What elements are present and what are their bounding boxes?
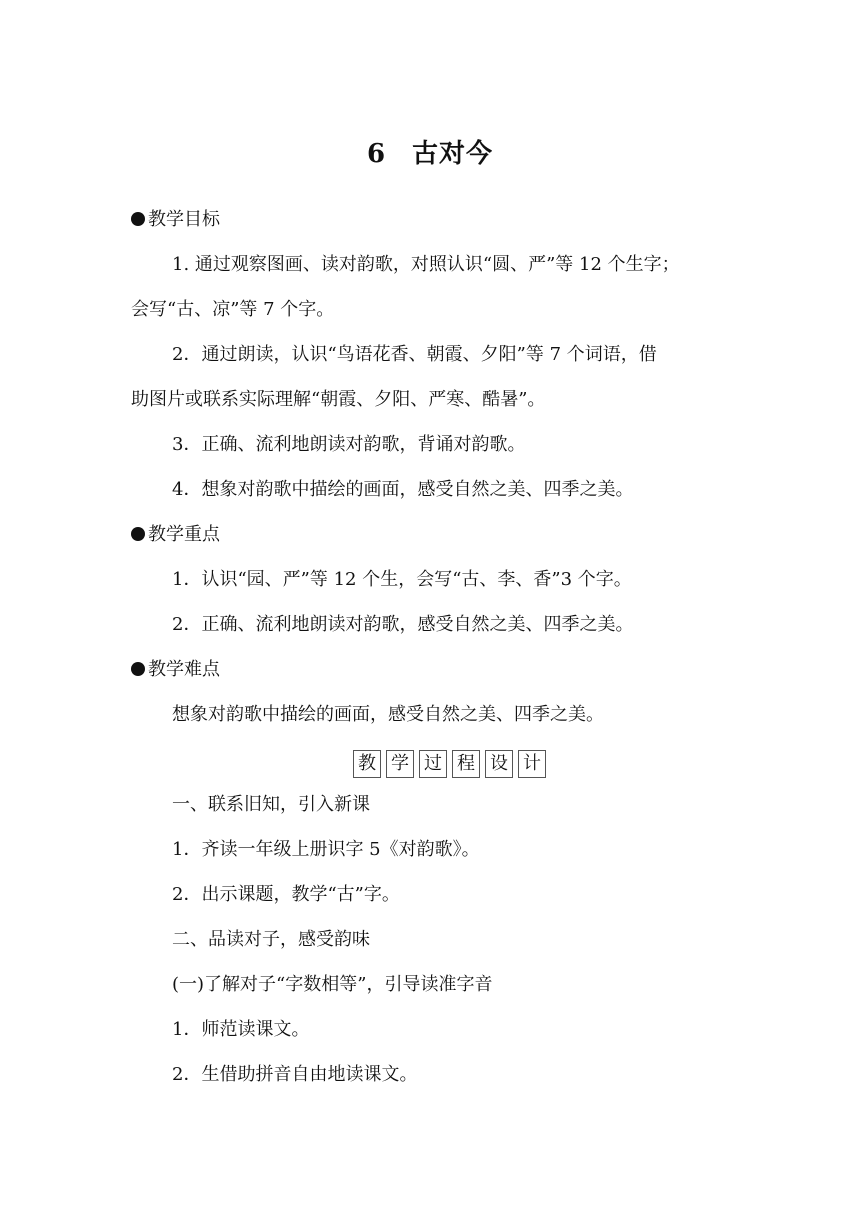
process-design-banner bbox=[353, 750, 551, 780]
paragraph-line: 2．正确、流利地朗读对韵歌，感受自然之美、四季之美。 bbox=[172, 614, 634, 635]
bullet-icon bbox=[131, 527, 145, 541]
banner-char: 程 bbox=[452, 750, 480, 778]
section-heading-key-points bbox=[0, 524, 860, 546]
process-line: 一、联系旧知，引入新课 bbox=[172, 794, 370, 815]
paragraph-line: 会写“古、凉”等 7 个字。 bbox=[131, 299, 335, 320]
bullet-icon bbox=[131, 212, 145, 226]
banner-char: 学 bbox=[386, 750, 414, 778]
process-line: 2．生借助拼音自由地读课文。 bbox=[172, 1064, 418, 1085]
section-heading-text: 教学重点 bbox=[148, 524, 220, 545]
section-heading-objectives bbox=[0, 209, 860, 231]
paragraph-line: 1．认识“园、严”等 12 个生，会写“古、李、香”3 个字。 bbox=[172, 569, 632, 590]
bullet-icon bbox=[131, 662, 145, 676]
process-line: 1．齐读一年级上册识字 5《对韵歌》。 bbox=[172, 839, 480, 860]
section-heading-text: 教学目标 bbox=[148, 209, 220, 230]
process-line: (一)了解对子“字数相等”，引导读准字音 bbox=[172, 974, 493, 995]
section-heading-difficulties bbox=[0, 659, 860, 681]
paragraph-line: 1. 通过观察图画、读对韵歌，对照认识“圆、严”等 12 个生字； bbox=[172, 254, 680, 275]
process-line: 二、品读对子，感受韵味 bbox=[172, 929, 370, 950]
section-heading-text: 教学难点 bbox=[148, 659, 220, 680]
paragraph-line: 助图片或联系实际理解“朝霞、夕阳、严寒、酷暑”。 bbox=[131, 389, 546, 410]
process-line: 2．出示课题，教学“古”字。 bbox=[172, 884, 400, 905]
banner-char: 设 bbox=[485, 750, 513, 778]
title-text: 古对今 bbox=[412, 139, 494, 169]
paragraph-line: 想象对韵歌中描绘的画面，感受自然之美、四季之美。 bbox=[172, 704, 604, 725]
banner-char: 过 bbox=[419, 750, 447, 778]
title-number: 6 bbox=[366, 139, 387, 169]
page-title bbox=[0, 139, 860, 169]
paragraph-line: 3．正确、流利地朗读对韵歌，背诵对韵歌。 bbox=[172, 434, 526, 455]
banner-char: 教 bbox=[353, 750, 381, 778]
process-line: 1．师范读课文。 bbox=[172, 1019, 310, 1040]
paragraph-line: 4．想象对韵歌中描绘的画面，感受自然之美、四季之美。 bbox=[172, 479, 634, 500]
paragraph-line: 2．通过朗读，认识“鸟语花香、朝霞、夕阳”等 7 个词语，借 bbox=[172, 344, 657, 365]
banner-char: 计 bbox=[518, 750, 546, 778]
